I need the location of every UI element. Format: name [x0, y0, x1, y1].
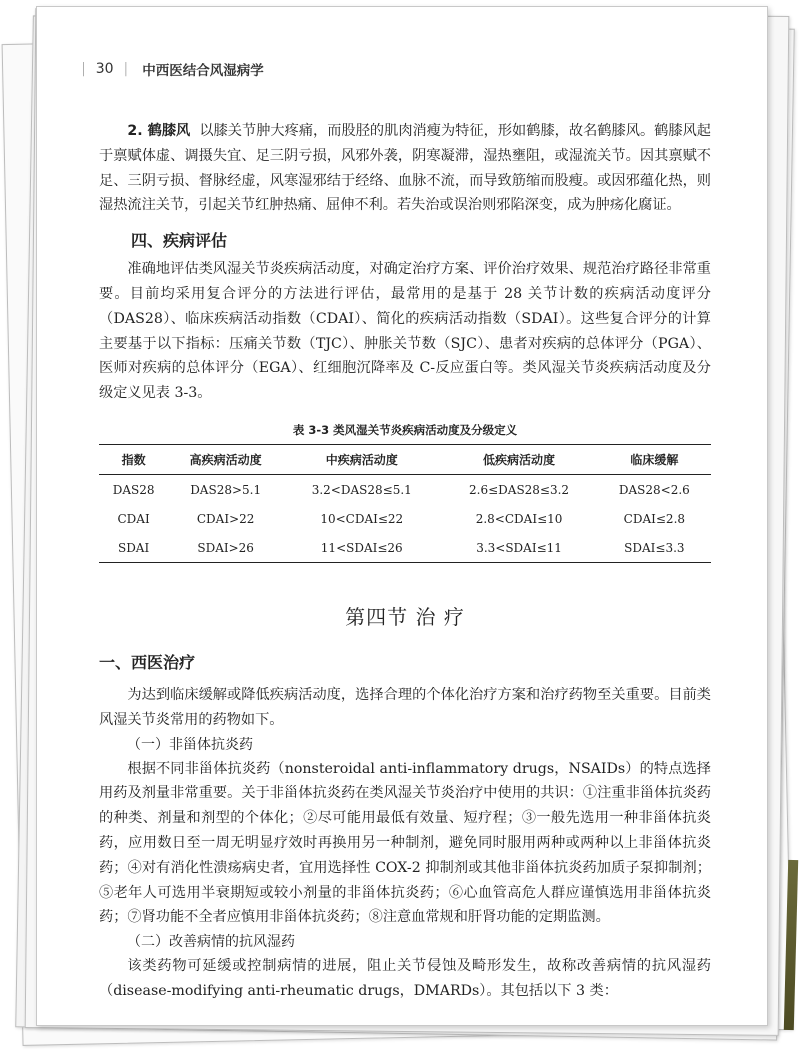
chapter-title: 第四节 治 疗: [345, 604, 465, 629]
table-row: [99, 474, 711, 504]
table-cell: 11<SDAI≤26: [283, 533, 440, 563]
assessment-paragraph: 准确地评估类风湿关节炎疾病活动度，对确定治疗方案、评价治疗效果、规范治疗路径非常重要。目前均采用复合评分的方法进行评估，最常用的是基于 28 关节计数的疾病活动度评分（DAS28）、临床疾病活动指数（CDAI）、简化的疾病活动指数（SDAI）。这些复合评分的计算主要基于以下指标：压痛关节数（TJC）、肿胀关节数（SJC）、患者对疾病的总体评分（PGA）、医师对疾病的总体评分（EGA）、红细胞沉降率及 C-反应蛋白等。类风湿关节炎疾病活动度及分级定义见表 3-3。: [99, 261, 711, 402]
table-header-cell: 低疾病活动度: [440, 444, 597, 474]
table-cell: DAS28: [112, 482, 155, 497]
section-heading-assessment: 四、疾病评估: [131, 231, 228, 251]
page-content: [99, 119, 711, 1004]
table-cell: 2.6≤DAS28≤3.2: [469, 482, 570, 497]
table-cell: CDAI>22: [196, 511, 255, 526]
table-cell: CDAI≤2.8: [623, 511, 686, 526]
subsection-heading-nsaids: （一）非甾体抗炎药: [127, 736, 253, 753]
table-header-cell: 中疾病活动度: [283, 444, 440, 474]
table-cell: 3.3<SDAI≤11: [440, 533, 597, 563]
table-cell: 3.2<DAS28≤5.1: [311, 482, 412, 497]
heqifeng-paragraph: [99, 119, 711, 218]
section-heading-western: 一、西医治疗: [99, 652, 196, 672]
header-divider: |: [123, 61, 129, 77]
table-cell: CDAI: [117, 511, 150, 526]
table-cell: DAS28<2.6: [618, 482, 690, 497]
table-header-cell: 高疾病活动度: [168, 444, 283, 474]
table-header-cell: 指数: [99, 444, 168, 474]
table-cell: 2.8<CDAI≤10: [475, 511, 563, 526]
table-row: [99, 533, 711, 563]
heqifeng-label: 2. 鹤膝风: [127, 123, 191, 139]
table-caption: 表 3-3 类风湿关节炎疾病活动度及分级定义: [292, 422, 518, 437]
heqifeng-text: 以膝关节肿大疼痛，而股胫的肌肉消瘦为特征，形如鹤膝，故名鹤膝风。鹤膝风起于禀赋体虚、调摄失宜、足三阴亏损，风邪外袭，阴寒凝滞，湿热壅阻，或湿流关节。因其禀赋不足、三阴亏损、督脉经虚，风寒湿邪结于经络、血脉不流，而导致筋缩而股瘦。或因邪蕴化热，则湿热流注关节，引起关节红肿热痛、屈伸不利。若失治或误治则邪陷深变，成为肿疡化腐证。: [99, 123, 711, 214]
table-cell: 10<CDAI≤22: [320, 511, 404, 526]
table-cell: SDAI>26: [168, 533, 283, 563]
table-row: [99, 504, 711, 533]
table-cell: DAS28>5.1: [190, 482, 262, 497]
running-header: [71, 59, 264, 79]
header-divider: |: [81, 61, 86, 77]
subsection-heading-dmards: （二）改善病情的抗风湿药: [127, 934, 295, 951]
page-number: 30: [95, 61, 114, 77]
table-cell: SDAI≤3.3: [598, 533, 711, 563]
nsaids-paragraph: 根据不同非甾体抗炎药（nonsteroidal anti-inflammatory drugs，NSAIDs）的特点选择用药及剂量非常重要。关于非甾体抗炎药在类风湿关节炎治疗中使用的共识：①注重非甾体抗炎药的种类、剂量和剂型的个体化；②尽可能用最低有效量、短疗程；③一般先选用一种非甾体抗炎药，应用数日至一周无明显疗效时再换用另一种制剂，避免同时服用两种或两种以上非甾体抗炎药；④对有消化性溃疡病史者，宜用选择性 COX-2 抑制剂或其他非甾体抗炎药加质子泵抑制剂；⑤老年人可选用半衰期短或较小剂量的非甾体抗炎药；⑥心血管高危人群应谨慎选用非甾体抗炎药；⑦肾功能不全者应慎用非甾体抗炎药；⑧注意血常规和肝肾功能的定期监测。: [99, 760, 711, 926]
activity-table: [99, 444, 711, 563]
table-cell: SDAI: [99, 533, 168, 563]
table-header-cell: 临床缓解: [598, 444, 711, 474]
dmards-paragraph: 该类药物可延缓或控制病情的进展，阻止关节侵蚀及畸形发生，故称改善病情的抗风湿药（disease-modifying anti-rheumatic drugs，DMARDs）。其包括以下 3 类：: [99, 958, 711, 999]
book-page: [36, 6, 768, 1026]
western-intro: 为达到临床缓解或降低疾病活动度，选择合理的个体化治疗方案和治疗药物至关重要。目前类风湿关节炎常用的药物如下。: [99, 686, 711, 728]
book-title: 中西医结合风湿病学: [142, 63, 264, 79]
table-header-row: [99, 444, 711, 474]
